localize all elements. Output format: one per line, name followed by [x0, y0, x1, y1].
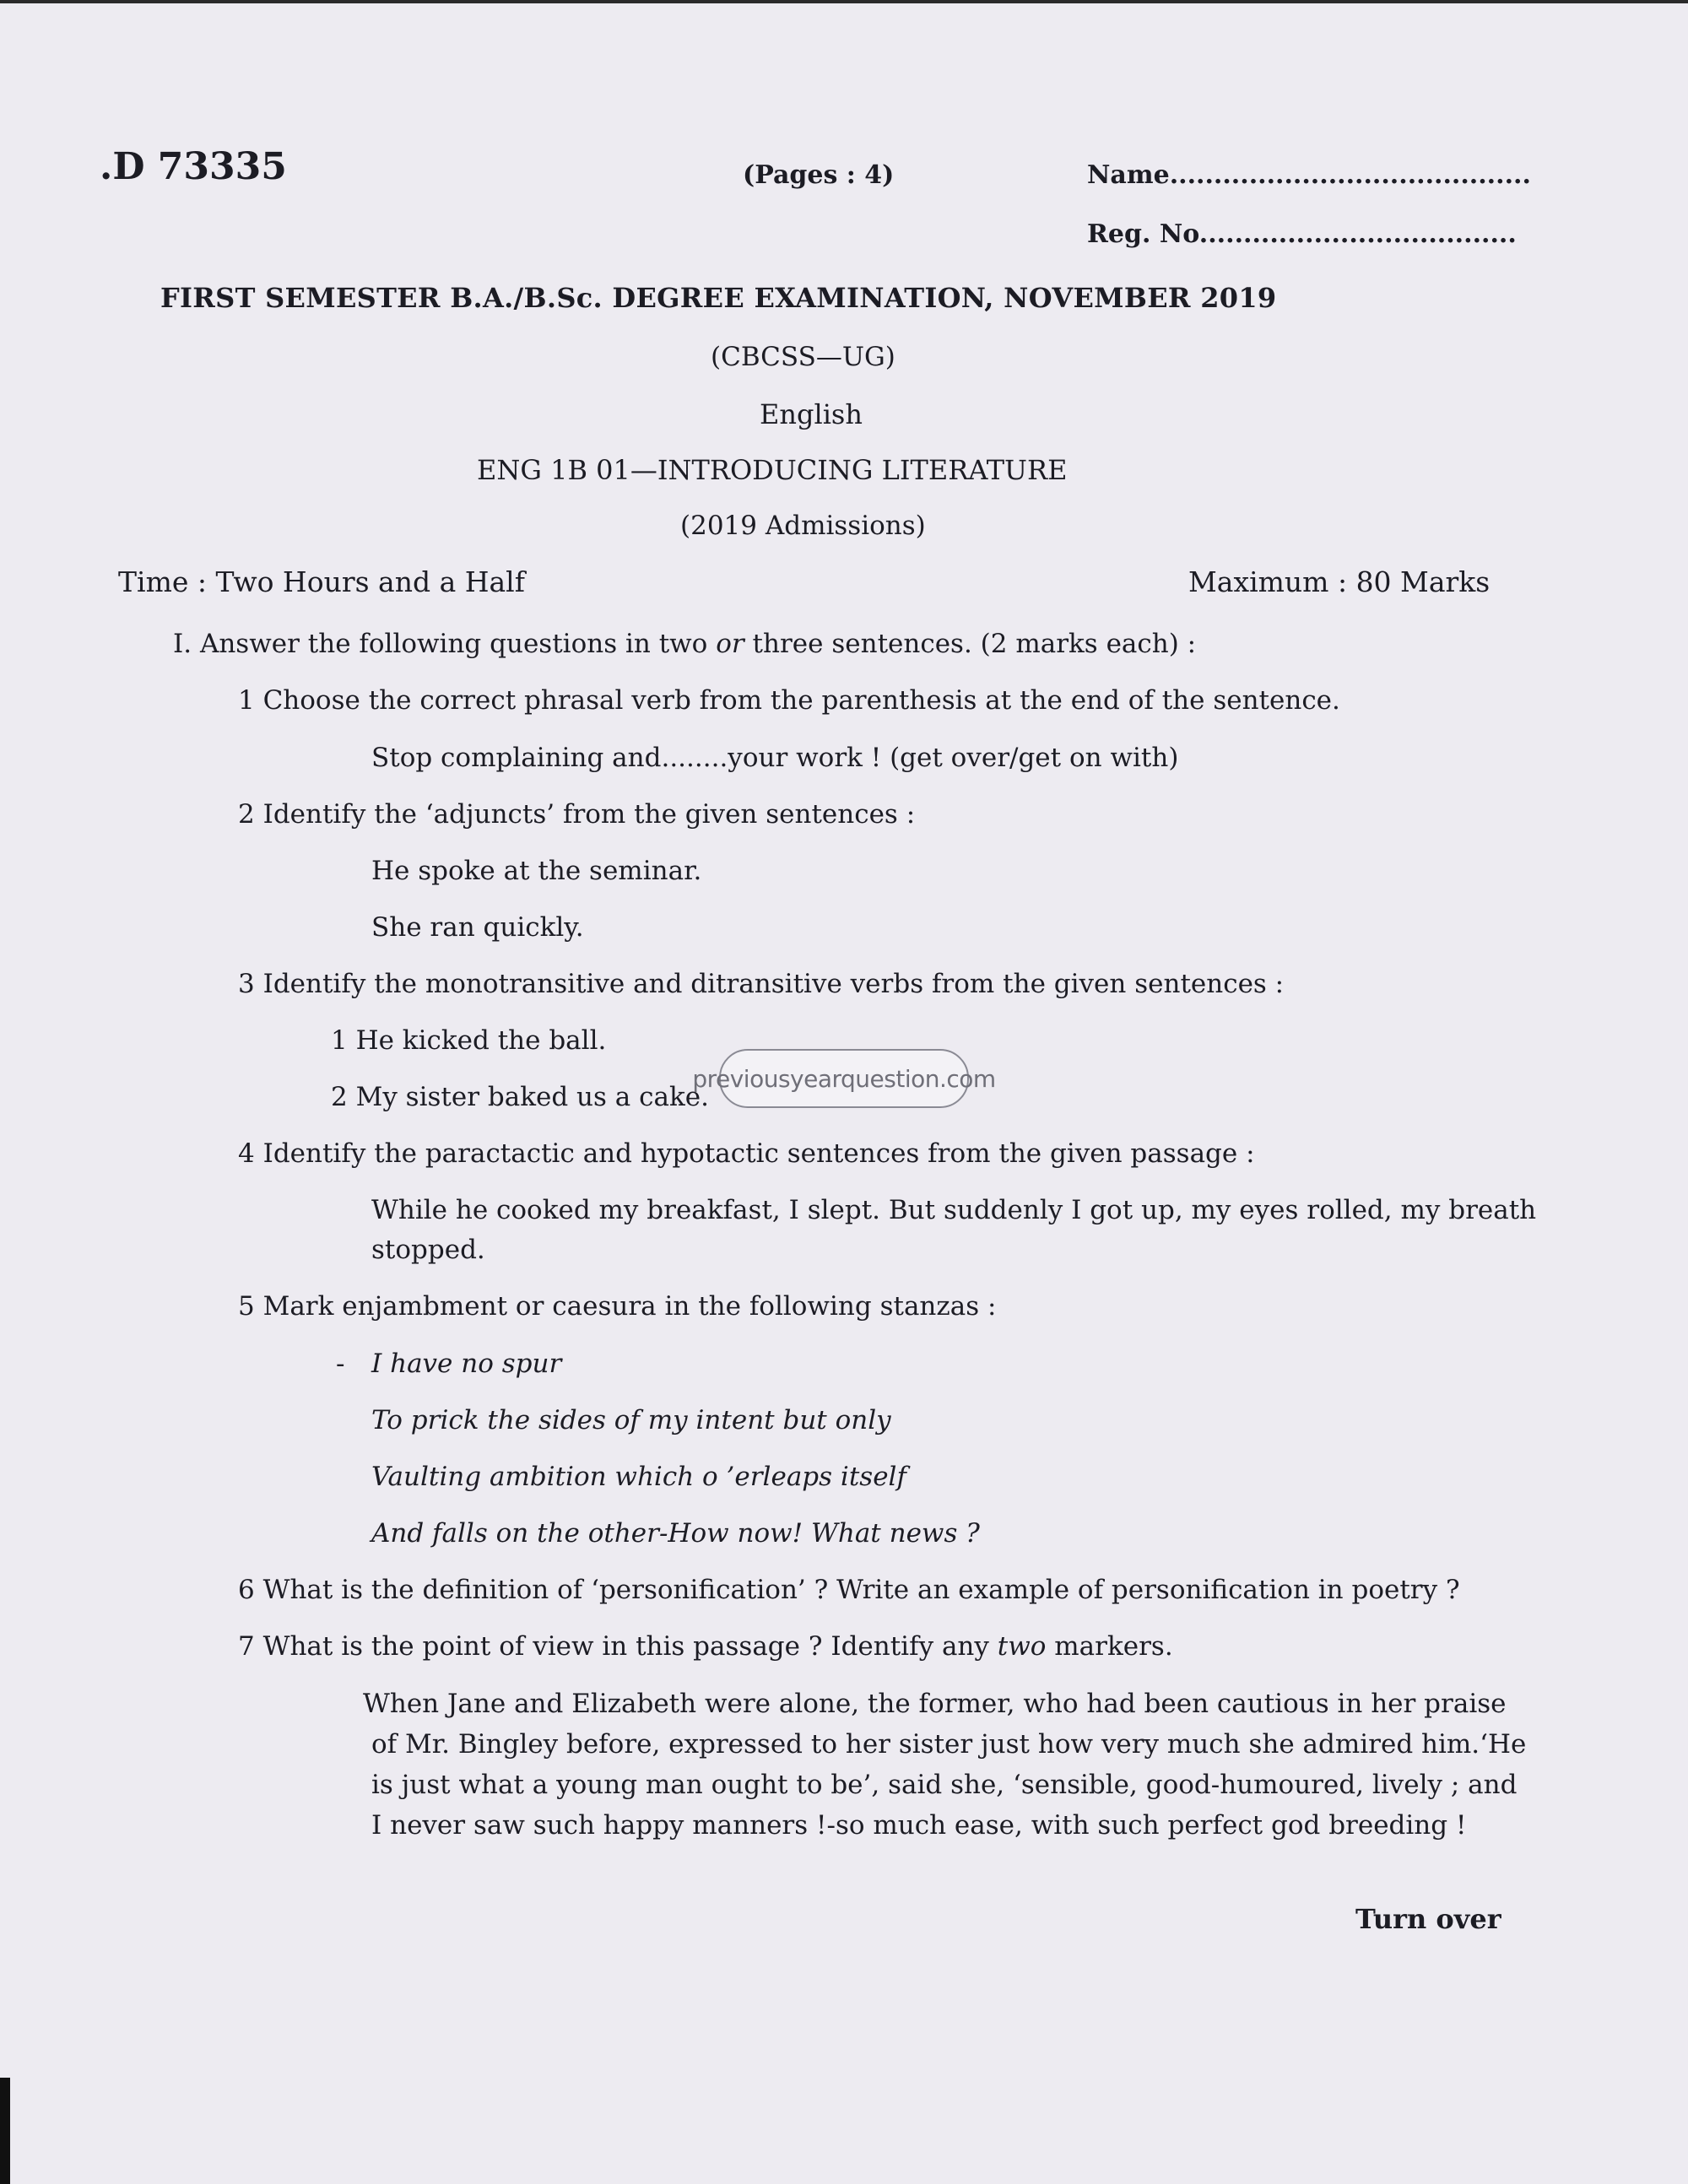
- question-7-passage-line-2: of Mr. Bingley before, expressed to her sister just how very much she admired him.‘He: [371, 1729, 1527, 1760]
- question-5: 5 Mark enjambment or caesura in the following stanzas :: [238, 1291, 997, 1322]
- exam-title: FIRST SEMESTER B.A./B.Sc. DEGREE EXAMINATION, NOVEMBER 2019: [160, 282, 1277, 314]
- question-7-passage-line-4: I never saw such happy manners !-so much ease, with such perfect god breeding !: [371, 1810, 1467, 1841]
- name-field: Name.........................................: [1087, 160, 1531, 190]
- stanza-line-1: I have no spur: [371, 1349, 562, 1379]
- reg-no-field: Reg. No....................................: [1087, 219, 1517, 249]
- section-heading-or: or: [716, 629, 744, 659]
- question-3-sentence-1: 1 He kicked the ball.: [331, 1025, 607, 1056]
- turn-over: Turn over: [1355, 1903, 1501, 1935]
- question-7-text: 7 What is the point of view in this passage ? Identify any: [238, 1631, 998, 1662]
- section-heading: [173, 629, 1196, 659]
- question-2-sentence-2: She ran quickly.: [371, 912, 584, 943]
- section-heading-text: I. Answer the following questions in two: [173, 629, 717, 659]
- question-4-passage-line-1: While he cooked my breakfast, I slept. But suddenly I got up, my eyes rolled, my breath: [371, 1195, 1537, 1225]
- paper-code: .D 73335: [100, 145, 287, 188]
- watermark-stamp: previousyearquestion.com: [719, 1049, 969, 1108]
- question-7-passage-line-3: is just what a young man ought to be’, said she, ‘sensible, good-humoured, lively ; and: [371, 1770, 1518, 1800]
- subject: English: [760, 398, 863, 430]
- question-4-passage-line-2: stopped.: [371, 1235, 485, 1265]
- stanza-line-2: To prick the sides of my intent but only: [371, 1405, 891, 1435]
- question-3-sentence-2: 2 My sister baked us a cake.: [331, 1082, 709, 1112]
- course-title: ENG 1B 01—INTRODUCING LITERATURE: [477, 454, 1068, 486]
- stanza-line-4: And falls on the other-How now! What news ?: [371, 1518, 980, 1549]
- scheme: (CBCSS—UG): [711, 342, 895, 372]
- question-1: 1 Choose the correct phrasal verb from the parenthesis at the end of the sentence.: [238, 685, 1340, 716]
- maximum-marks: Maximum : 80 Marks: [1188, 565, 1491, 598]
- question-7-two: two: [997, 1631, 1047, 1662]
- question-2: 2 Identify the ‘adjuncts’ from the given sentences :: [238, 799, 916, 830]
- question-3: 3 Identify the monotransitive and ditransitive verbs from the given sentences :: [238, 969, 1285, 999]
- page-count: (Pages : 4): [743, 160, 895, 190]
- admissions: (2019 Admissions): [680, 511, 926, 541]
- question-7-passage-line-1: When Jane and Elizabeth were alone, the former, who had been cautious in her praise: [363, 1689, 1507, 1719]
- section-heading-text-end: three sentences. (2 marks each) :: [744, 629, 1197, 659]
- stanza-line-3: Vaulting ambition which o ’erleaps itself: [371, 1462, 906, 1492]
- question-1-sentence: Stop complaining and........your work ! (get over/get on with): [371, 743, 1179, 773]
- scan-edge-bar: [0, 2078, 10, 2184]
- question-7: [238, 1631, 1173, 1662]
- question-6: 6 What is the definition of ‘personification’ ? Write an example of personification in poetry ?: [238, 1575, 1460, 1605]
- scan-top-edge: [0, 0, 1688, 3]
- stanza-dash: -: [336, 1349, 345, 1379]
- question-2-sentence-1: He spoke at the seminar.: [371, 856, 702, 886]
- question-7-text-end: markers.: [1046, 1631, 1173, 1662]
- question-4: 4 Identify the paractactic and hypotactic sentences from the given passage :: [238, 1138, 1255, 1169]
- exam-time: Time : Two Hours and a Half: [118, 565, 525, 598]
